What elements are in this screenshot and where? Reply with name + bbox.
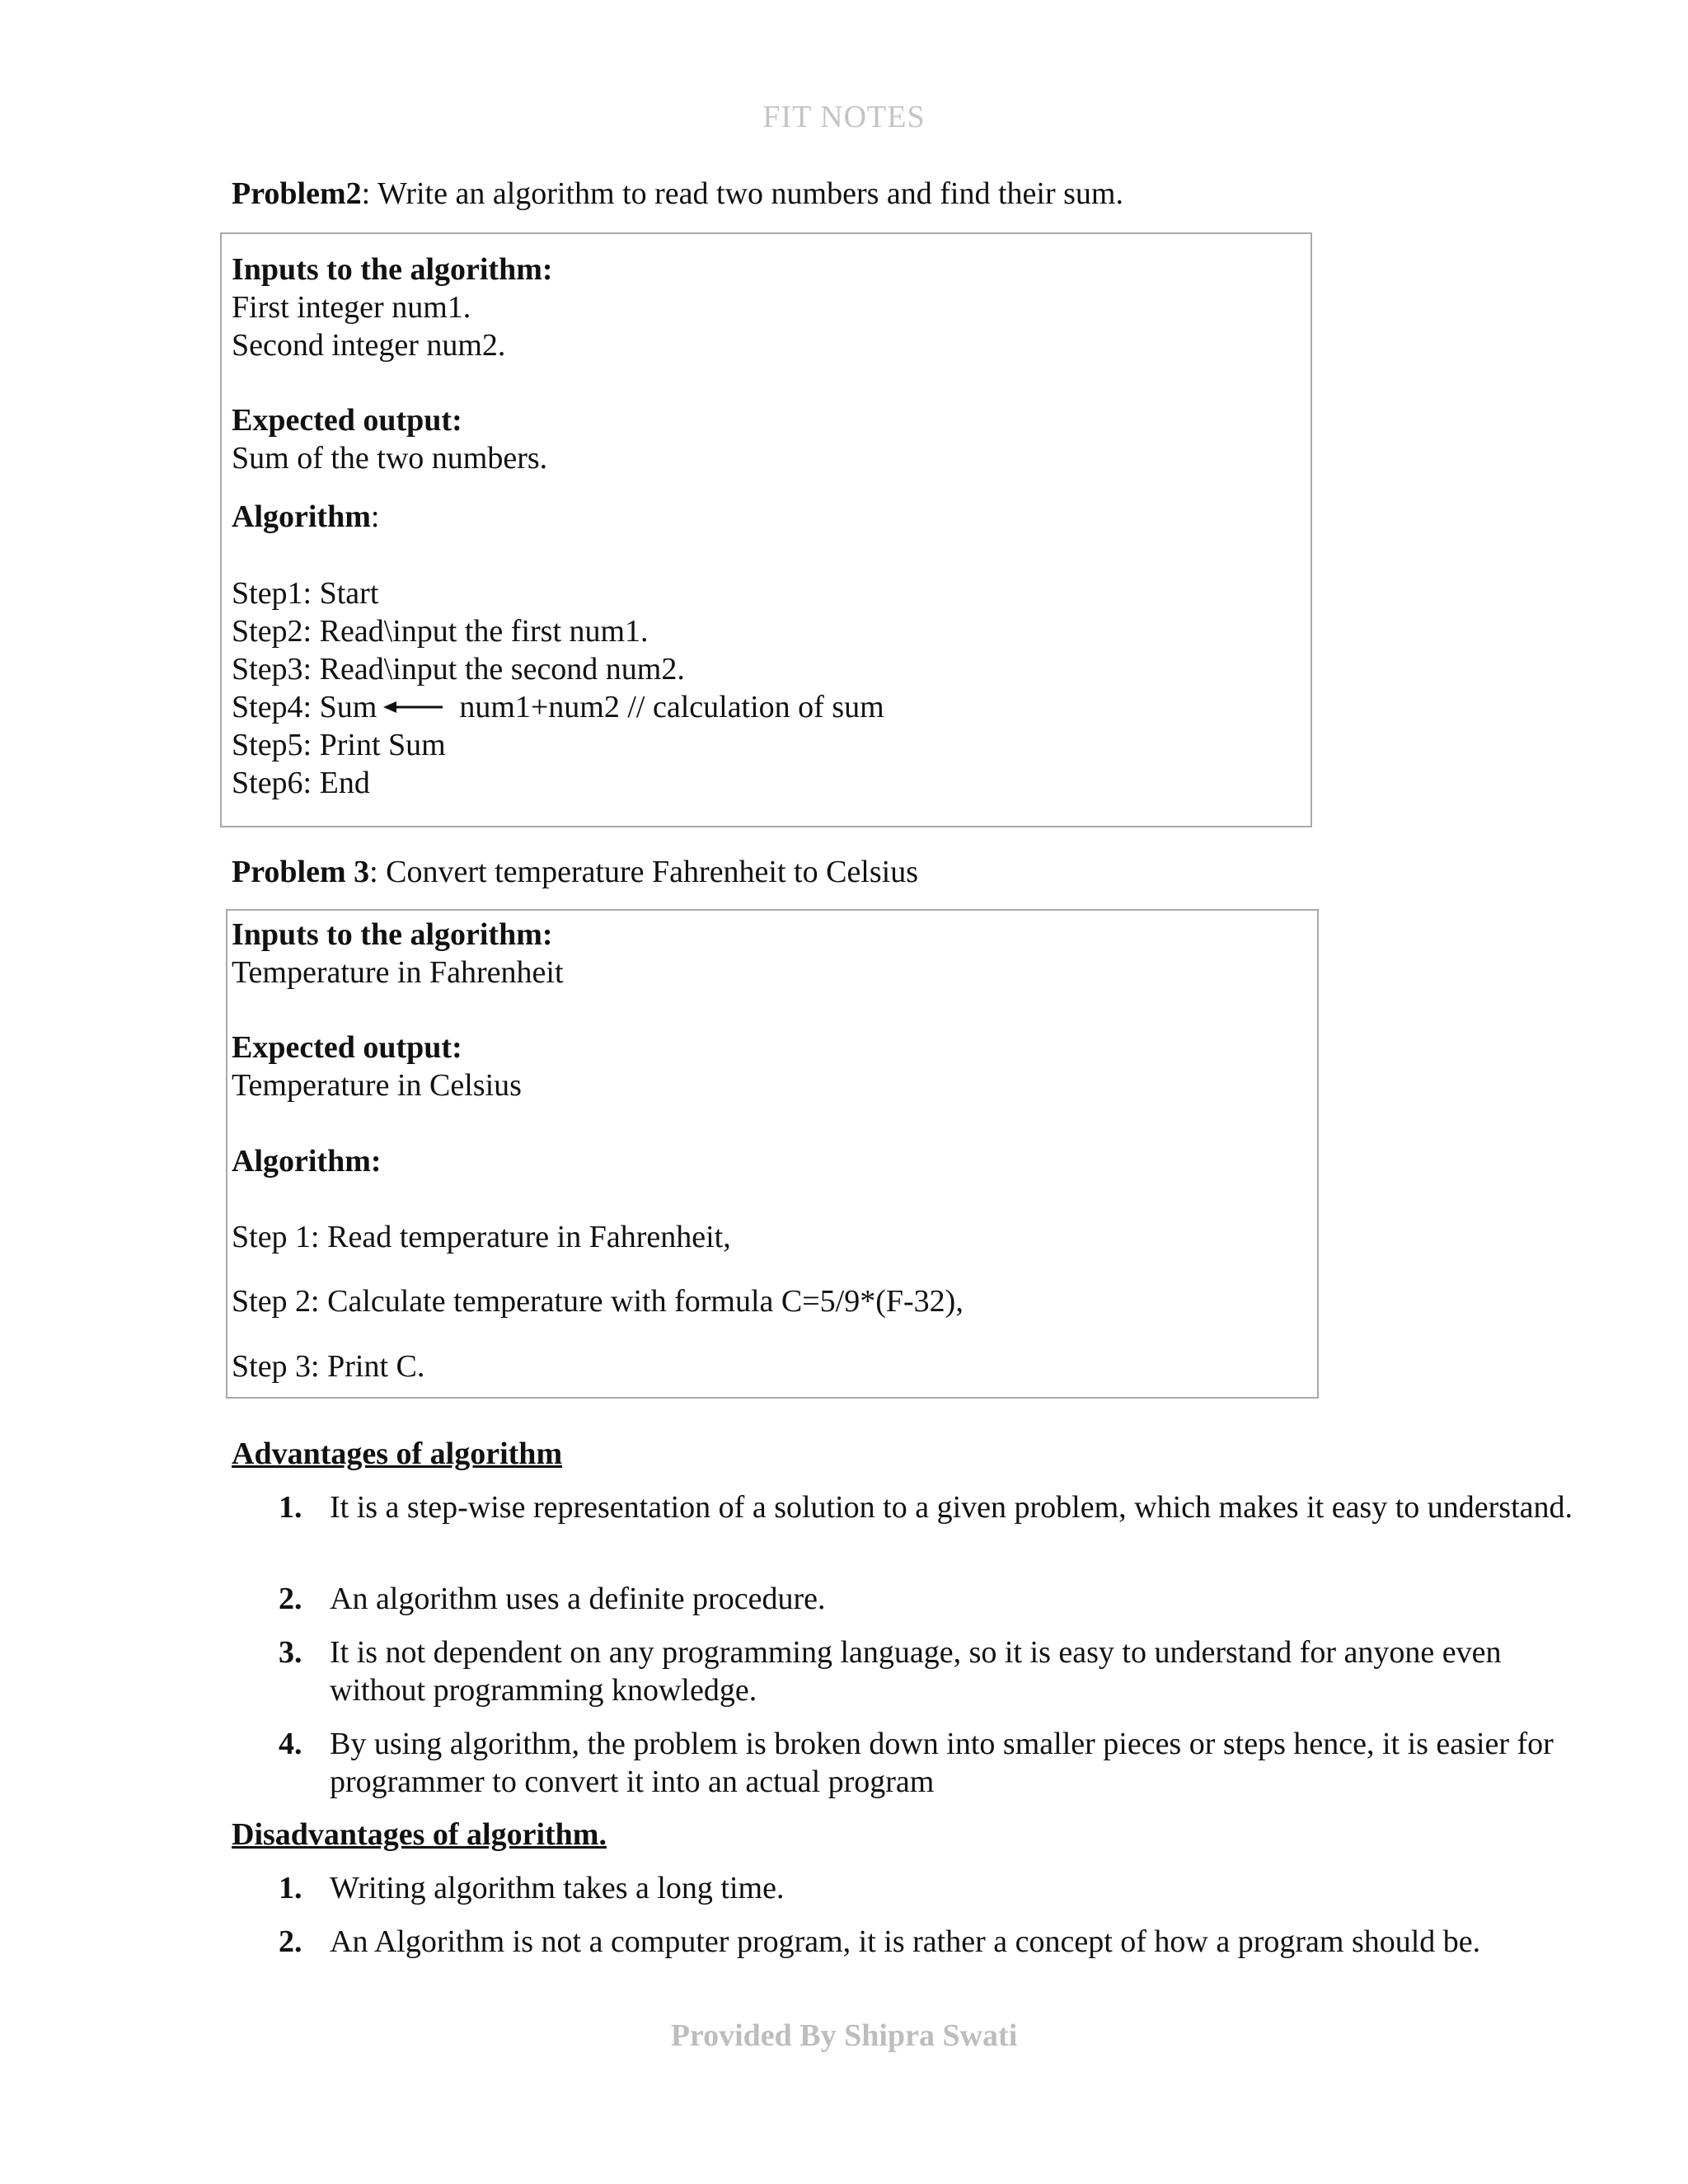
problem2-step4-suffix: num1+num2 // calculation of sum bbox=[459, 690, 884, 724]
advantages-item bbox=[232, 1488, 1600, 1526]
disadvantages-item-text: Writing algorithm takes a long time. bbox=[330, 1871, 785, 1905]
advantages-item-number: 4. bbox=[279, 1727, 302, 1761]
problem3-label: Problem 3 bbox=[232, 855, 370, 889]
problem2-algorithm-colon: : bbox=[370, 499, 380, 534]
problem2-algorithm-heading-line bbox=[232, 498, 379, 536]
problem3-algorithm-heading: Algorithm: bbox=[232, 1144, 382, 1179]
problem2-input-2: Second integer num2. bbox=[232, 328, 506, 363]
left-arrow-icon bbox=[383, 699, 443, 715]
disadvantages-item-number: 1. bbox=[279, 1871, 302, 1905]
problem2-box bbox=[220, 232, 1312, 827]
problem3-step-2: Step 2: Calculate temperature with formula C=5/9*(F-32), bbox=[232, 1284, 964, 1319]
advantages-item-number: 1. bbox=[279, 1490, 302, 1525]
advantages-item-text: It is a step-wise representation of a solution to a given problem, which makes it easy to understand. bbox=[330, 1490, 1573, 1525]
problem3-statement-line bbox=[232, 853, 918, 891]
problem2-algorithm-heading: Algorithm bbox=[232, 499, 371, 534]
problem2-step-3: Step3: Read\input the second num2. bbox=[232, 652, 685, 687]
advantages-item bbox=[232, 1633, 1600, 1709]
disadvantages-title: Disadvantages of algorithm. bbox=[232, 1817, 607, 1852]
disadvantages-item-text: An Algorithm is not a computer program, it is rather a concept of how a program should be. bbox=[330, 1924, 1481, 1959]
advantages-item-text: It is not dependent on any programming language, so it is easy to understand for anyone even without programming knowledge. bbox=[330, 1635, 1502, 1708]
advantages-item-number: 2. bbox=[279, 1582, 302, 1616]
advantages-item-number: 3. bbox=[279, 1635, 302, 1670]
advantages-item-text: By using algorithm, the problem is broken down into smaller pieces or steps hence, it is easier for programmer to convert it into an actual program bbox=[330, 1727, 1554, 1799]
problem3-statement: : Convert temperature Fahrenheit to Celsius bbox=[369, 855, 918, 889]
advantages-item-text: An algorithm uses a definite procedure. bbox=[330, 1582, 826, 1616]
problem3-output-heading: Expected output: bbox=[232, 1030, 462, 1065]
advantages-title: Advantages of algorithm bbox=[232, 1436, 563, 1471]
problem2-inputs-heading: Inputs to the algorithm: bbox=[232, 252, 553, 287]
problem2-statement: : Write an algorithm to read two numbers and find their sum. bbox=[361, 176, 1123, 211]
disadvantages-item bbox=[232, 1923, 1600, 1961]
problem3-step-3: Step 3: Print C. bbox=[232, 1349, 425, 1384]
problem2-input-1: First integer num1. bbox=[232, 290, 471, 325]
problem2-step-6: Step6: End bbox=[232, 766, 370, 800]
problem3-input-1: Temperature in Fahrenheit bbox=[232, 955, 564, 990]
advantages-item bbox=[232, 1580, 1600, 1618]
problem2-step-4 bbox=[232, 688, 884, 726]
problem2-step-2: Step2: Read\input the first num1. bbox=[232, 614, 649, 649]
problem3-step-1: Step 1: Read temperature in Fahrenheit, bbox=[232, 1220, 731, 1254]
problem3-output: Temperature in Celsius bbox=[232, 1068, 522, 1103]
problem2-step-1: Step1: Start bbox=[232, 576, 379, 611]
problem2-statement-line bbox=[232, 175, 1123, 213]
problem3-inputs-heading: Inputs to the algorithm: bbox=[232, 917, 553, 952]
disadvantages-item bbox=[232, 1869, 1600, 1907]
disadvantages-item-number: 2. bbox=[279, 1924, 302, 1959]
problem2-step4-prefix: Step4: Sum bbox=[232, 690, 377, 724]
problem3-box bbox=[226, 909, 1319, 1399]
problem2-label: Problem2 bbox=[232, 176, 362, 211]
page-footer: Provided By Shipra Swati bbox=[670, 2018, 1018, 2053]
page-header: FIT NOTES bbox=[762, 100, 926, 134]
problem2-step-5: Step5: Print Sum bbox=[232, 728, 446, 762]
advantages-item bbox=[232, 1725, 1600, 1801]
problem2-output-heading: Expected output: bbox=[232, 403, 462, 438]
problem2-output: Sum of the two numbers. bbox=[232, 441, 548, 476]
